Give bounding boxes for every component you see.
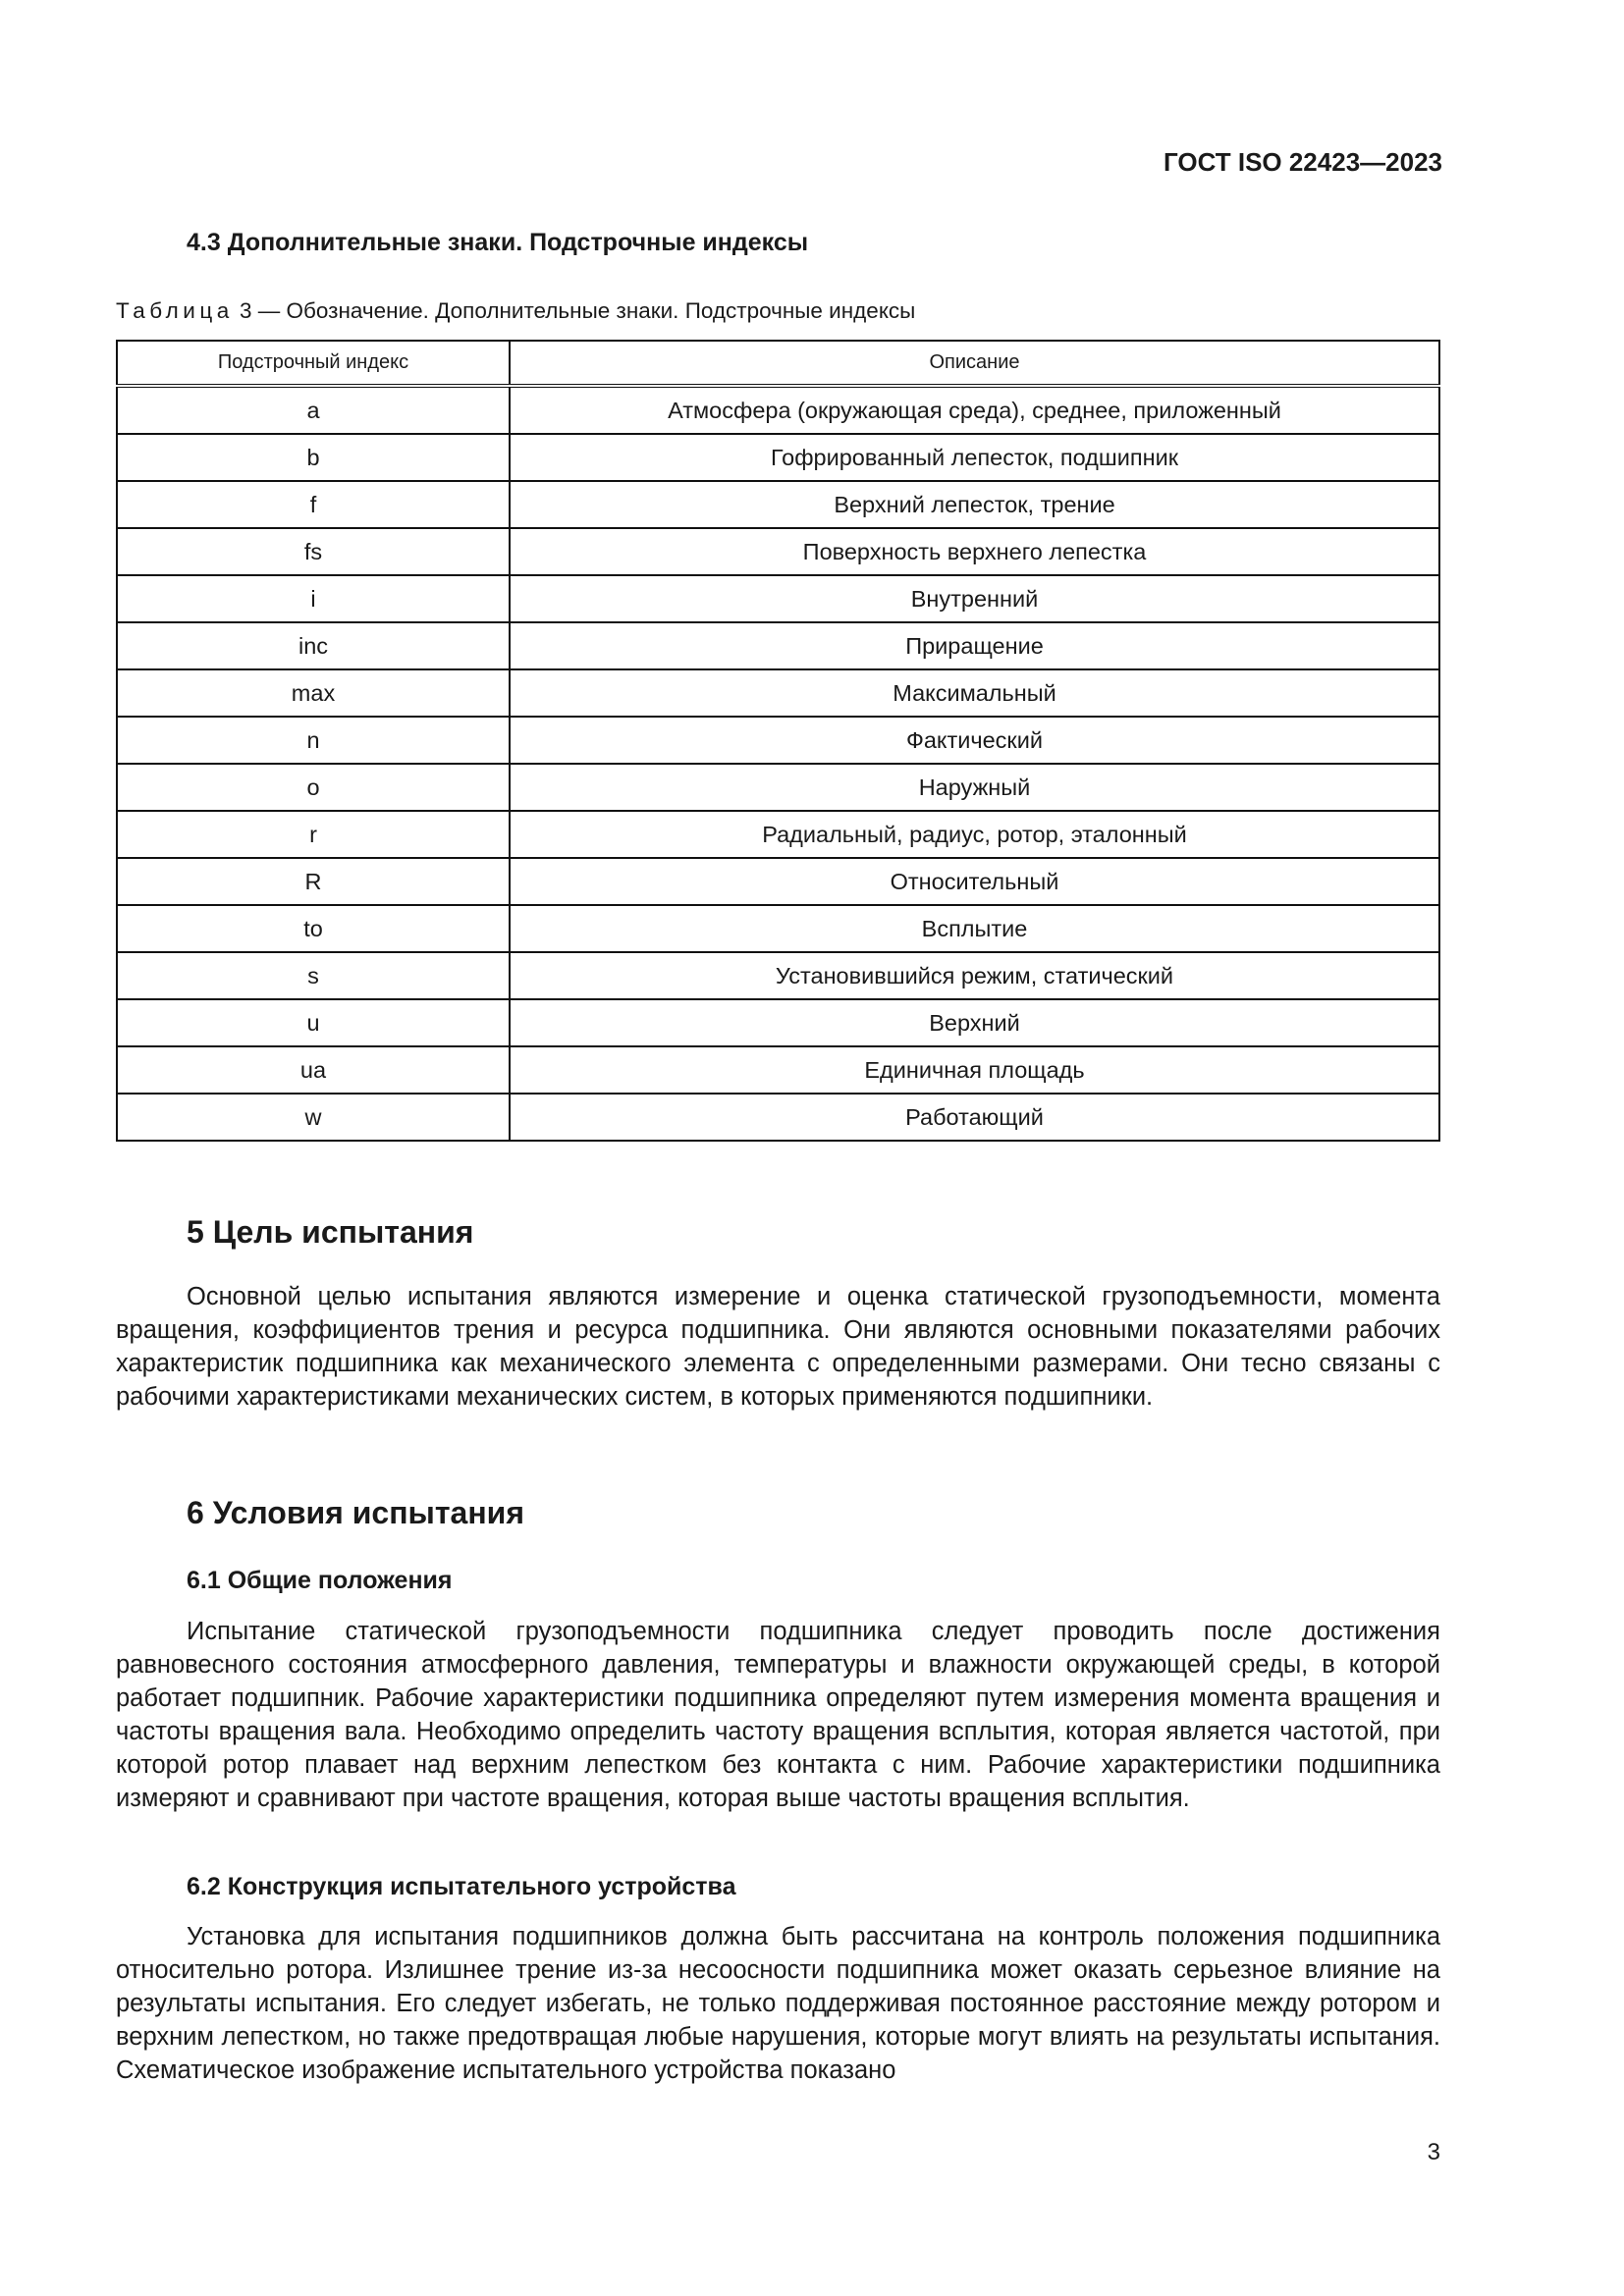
table-row xyxy=(117,764,1439,811)
section-6-1-text: Испытание статической грузоподъемности подшипника следует проводить после достижения равновесного состояния атмосферного давления, температуры и влажности окружающей среды, в которой работает подшипник. Рабочие характеристики подшипника определяют путем измерения момента вращения и частоты вращения вала. Необходимо определить частоту вращения всплытия, которая является частотой, при которой ротор плавает над верхним лепестком без контакта с ним. Рабочие характеристики подшипника измеряют и сравнивают при частоте вращения, которая выше частоты вращения всплытия. xyxy=(116,1618,1440,1812)
section-6-2-text: Установка для испытания подшипников должна быть рассчитана на контроль положения подшипника относительно ротора. Излишнее трение из-за несоосности подшипника может оказать серьезное влияние на результаты испытания. Его следует избегать, не только поддерживая постоянное расстояние между ротором и верхним лепестком, но также предотвращая любые нарушения, которые могут влиять на результаты испытания. Схематическое изображение испытательного устройства показано xyxy=(116,1923,1440,2084)
subscript-cell: inc xyxy=(117,622,510,669)
table-row xyxy=(117,1094,1439,1141)
section-6-2-heading: 6.2 Конструкция испытательного устройства xyxy=(187,1873,736,1900)
subscript-cell: R xyxy=(117,858,510,905)
section-4-3-heading: 4.3 Дополнительные знаки. Подстрочные индексы xyxy=(187,229,809,256)
table-row xyxy=(117,905,1439,952)
subscript-table xyxy=(116,340,1440,1142)
subscript-cell: w xyxy=(117,1094,510,1141)
section-6-1-heading: 6.1 Общие положения xyxy=(187,1567,453,1594)
page-number: 3 xyxy=(1427,2139,1440,2165)
table-caption-word: Таблица xyxy=(116,298,234,323)
table-row xyxy=(117,858,1439,905)
description-cell: Приращение xyxy=(510,622,1439,669)
description-cell: Работающий xyxy=(510,1094,1439,1141)
subscript-cell: o xyxy=(117,764,510,811)
section-6-heading: 6 Условия испытания xyxy=(187,1495,524,1530)
description-cell: Верхний xyxy=(510,999,1439,1046)
table-row xyxy=(117,622,1439,669)
subscript-cell: fs xyxy=(117,528,510,575)
description-cell: Относительный xyxy=(510,858,1439,905)
table-caption-text: 3 — Обозначение. Дополнительные знаки. Подстрочные индексы xyxy=(233,298,916,323)
table-row xyxy=(117,811,1439,858)
subscript-cell: b xyxy=(117,434,510,481)
table-row xyxy=(117,717,1439,764)
subscript-cell: u xyxy=(117,999,510,1046)
subscript-cell: to xyxy=(117,905,510,952)
section-5-text: Основной целью испытания являются измерение и оценка статической грузоподъемности, момента вращения, коэффициентов трения и ресурса подшипника. Они являются основными показателями рабочих характеристик подшипника как механического элемента с определенными размерами. Они тесно связаны с рабочими характеристиками механических систем, в которых применяются подшипники. xyxy=(116,1283,1440,1411)
description-cell: Атмосфера (окружающая среда), среднее, приложенный xyxy=(510,386,1439,434)
table-row xyxy=(117,1046,1439,1094)
description-cell: Единичная площадь xyxy=(510,1046,1439,1094)
table-row xyxy=(117,999,1439,1046)
description-cell: Наружный xyxy=(510,764,1439,811)
description-cell: Верхний лепесток, трение xyxy=(510,481,1439,528)
table-row xyxy=(117,669,1439,717)
table-body xyxy=(117,386,1439,1141)
subscript-cell: r xyxy=(117,811,510,858)
subscript-cell: s xyxy=(117,952,510,999)
subscript-cell: n xyxy=(117,717,510,764)
description-cell: Поверхность верхнего лепестка xyxy=(510,528,1439,575)
column-header-description: Описание xyxy=(510,341,1439,386)
description-cell: Всплытие xyxy=(510,905,1439,952)
description-cell: Радиальный, радиус, ротор, эталонный xyxy=(510,811,1439,858)
table-caption xyxy=(116,298,915,324)
subscript-cell: f xyxy=(117,481,510,528)
table-row xyxy=(117,434,1439,481)
document-id: ГОСТ ISO 22423—2023 xyxy=(1163,147,1442,177)
description-cell: Установившийся режим, статический xyxy=(510,952,1439,999)
table-row xyxy=(117,481,1439,528)
table-row xyxy=(117,575,1439,622)
table-row xyxy=(117,528,1439,575)
description-cell: Внутренний xyxy=(510,575,1439,622)
subscript-cell: max xyxy=(117,669,510,717)
table-row xyxy=(117,386,1439,434)
subscript-cell: ua xyxy=(117,1046,510,1094)
description-cell: Фактический xyxy=(510,717,1439,764)
table-row xyxy=(117,952,1439,999)
description-cell: Максимальный xyxy=(510,669,1439,717)
description-cell: Гофрированный лепесток, подшипник xyxy=(510,434,1439,481)
subscript-cell: i xyxy=(117,575,510,622)
column-header-subscript: Подстрочный индекс xyxy=(117,341,510,386)
table-header-row xyxy=(117,341,1439,386)
subscript-cell: a xyxy=(117,386,510,434)
section-5-heading: 5 Цель испытания xyxy=(187,1214,474,1250)
